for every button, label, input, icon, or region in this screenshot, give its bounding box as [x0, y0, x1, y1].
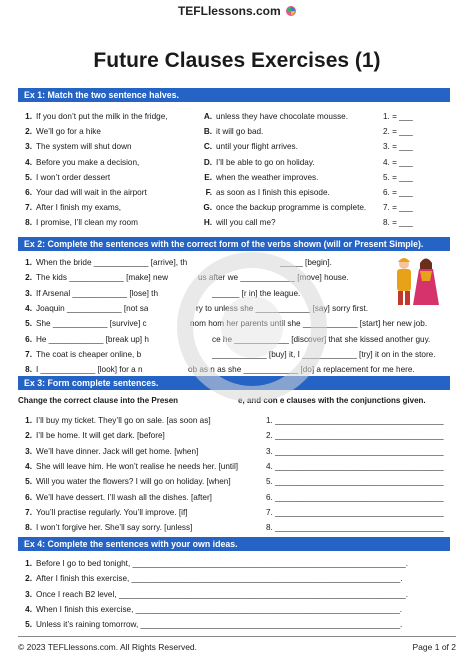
ex1-left-item-text: I won’t order dessert [36, 172, 111, 182]
ex1-header-bar: Ex 1: Match the two sentence halves. [18, 88, 450, 102]
ex1-left-item [20, 188, 147, 198]
ex3-prompt-text: We’ll have dessert. I’ll wash all the dishes. [after] [36, 492, 212, 502]
ex1-right-item [200, 203, 366, 213]
ex2-sentence-text: She ____________ [survive] c [36, 319, 147, 329]
ex4-prompt [20, 574, 403, 584]
ex1-left-item-text: After I finish my exams, [36, 203, 122, 213]
ex1-left-item [20, 203, 121, 213]
footer-divider [18, 636, 456, 637]
ex1-answer-blank-text: 1. = ___ [383, 112, 413, 121]
page-title: Future Clauses Exercises (1) [93, 49, 381, 72]
ex1-left-item-number: 5. [25, 172, 32, 182]
ex1-answer-blank [383, 112, 413, 122]
ex3-instruction: Change the correct clause into the Presen e, and con e clauses with the conjunctions given. [18, 396, 426, 405]
ex3-prompt-text: We’ll have dinner. Jack will get home. [when] [36, 446, 199, 456]
ex1-left-item [20, 127, 101, 137]
ex3-prompt-text: I won’t forgive her. She’ll say sorry. [unless] [36, 523, 193, 533]
ex3-prompt [20, 462, 238, 472]
ex3-answer-line-text: 4. _____________________________________ [266, 461, 444, 471]
ex3-answer-line-text: 3. _____________________________________ [266, 446, 444, 456]
ex1-right-item [200, 142, 298, 152]
ex1-left-item-number: 3. [25, 142, 32, 152]
ex1-left-item-text: Before you make a decision, [36, 157, 140, 167]
ex1-right-item-text: as soon as I finish this episode. [216, 188, 330, 197]
ex2-sentence [20, 273, 168, 283]
globe-icon [286, 6, 296, 16]
watermark-center [221, 296, 283, 358]
ex2-sentence-tail-text: ce he ____________ [discover] that she kissed another guy. [212, 334, 431, 344]
ex1-left-item-number: 6. [25, 188, 32, 197]
ex1-right-item-text: once the backup programme is complete. [216, 203, 367, 213]
ex3-header-bar: Ex 3: Form complete sentences. [18, 376, 450, 390]
ex3-answer-line-text: 5. _____________________________________ [266, 477, 444, 487]
ex2-sentence [20, 304, 148, 314]
ex1-right-item-number: C. [203, 142, 212, 152]
ex1-right-item-number: F. [205, 188, 212, 197]
ex1-left-item [20, 173, 110, 183]
ex2-sentence-text: I ____________ [look] for a n [36, 365, 143, 375]
ex1-left-item [20, 218, 138, 228]
ex3-prompt [20, 508, 188, 518]
ex1-right-item-number: D. [203, 157, 212, 167]
ex3-answer-line [266, 431, 444, 441]
ex2-sentence-tail-text: ______ [r in] the league. [212, 288, 301, 298]
ex1-left-item [20, 158, 139, 168]
ex3-prompt [20, 416, 211, 426]
ex3-prompt-number: 8. [25, 523, 32, 533]
ex1-left-item-text: The system will shut down [36, 142, 132, 152]
ex1-answer-blank [383, 188, 413, 198]
ex4-prompt-number: 5. [25, 620, 32, 630]
ex3-prompt-number: 4. [25, 461, 32, 471]
ex4-prompt-text: Once I reach B2 level, _______________________________________________________________. [36, 589, 408, 599]
ex2-header-bar: Ex 2: Complete the sentences with the correct form of the verbs shown (will or Present Simple). [18, 237, 450, 251]
ex4-prompt-text: After I finish this exercise, ___________________________________________________________. [36, 574, 403, 584]
ex1-right-item-number: G. [203, 203, 212, 213]
ex1-answer-blank-text: 6. = ___ [383, 188, 413, 197]
ex3-answer-line [266, 508, 444, 518]
ex4-header-bar: Ex 4: Complete the sentences with your own ideas. [18, 537, 450, 551]
ex1-right-item-number: A. [203, 112, 212, 121]
ex4-prompt-text: Unless it’s raining tomorrow, _________________________________________________________. [36, 620, 403, 630]
ex1-left-item-number: 2. [25, 127, 32, 137]
ex2-sentence-tail-text: ____________ [buy] it, I ____________ [try] it on in the store. [212, 349, 436, 359]
ex3-prompt [20, 431, 165, 441]
ex1-answer-blank-text: 3. = ___ [383, 142, 413, 152]
ex3-prompt-text: You’ll practise regularly. You’ll improve. [if] [36, 507, 188, 517]
ex3-prompt-number: 3. [25, 446, 32, 456]
ex3-answer-line-text: 6. _____________________________________ [266, 492, 444, 502]
ex3-answer-line-text: 1. _____________________________________ [266, 416, 444, 425]
ex1-right-item [200, 188, 330, 198]
ex3-answer-line [266, 447, 444, 457]
ex2-sentence [20, 365, 143, 375]
ex4-prompt-number: 4. [25, 604, 32, 614]
ex1-left-item-text: We’ll go for a hike [36, 127, 101, 137]
ex2-sentence-tail-text: _____ [begin]. [280, 258, 332, 267]
ex2-sentence-number: 4. [25, 303, 32, 313]
ex3-prompt-number: 6. [25, 492, 32, 502]
ex1-answer-blank-text: 2. = ___ [383, 127, 413, 137]
ex3-prompt-text: I’ll buy my ticket. They’ll go on sale. [as soon as] [36, 416, 211, 425]
ex1-right-item-text: when the weather improves. [216, 172, 319, 182]
ex2-sentence-text: He ____________ [break up] h [36, 334, 149, 344]
ex1-answer-blank-text: 4. = ___ [383, 157, 413, 167]
ex2-sentence [20, 335, 149, 345]
ex1-right-item-number: B. [203, 127, 212, 137]
ex1-right-item [200, 127, 263, 137]
ex1-right-item-text: will you call me? [216, 218, 276, 228]
ex1-right-item-number: E. [204, 172, 212, 182]
footer-page-number: Page 1 of 2 [412, 642, 456, 652]
ex2-sentence-number: 6. [25, 334, 32, 344]
ex2-sentence-tail-text: us after we ____________ [move] house. [198, 273, 349, 283]
ex2-sentence-number: 7. [25, 349, 32, 359]
ex4-prompt-text: Before I go to bed tonight, ____________________________________________________________. [36, 559, 408, 568]
ex4-prompt-number: 2. [25, 574, 32, 584]
ex4-prompt [20, 559, 408, 569]
ex1-answer-blank [383, 158, 413, 168]
footer-copyright: © 2023 TEFLlessons.com. All Rights Reserved. [18, 642, 198, 652]
ex4-prompt-number: 3. [25, 589, 32, 599]
ex1-answer-blank [383, 142, 413, 152]
ex1-left-item-number: 8. [25, 218, 32, 228]
ex3-answer-line [266, 523, 444, 533]
ex1-left-item [20, 142, 132, 152]
ex3-prompt-number: 5. [25, 477, 32, 487]
ex4-prompt-number: 1. [25, 559, 32, 568]
ex3-prompt-number: 2. [25, 431, 32, 441]
ex1-right-item-text: until your flight arrives. [216, 142, 298, 152]
ex2-sentence-text: If Arsenal ____________ [lose] th [36, 288, 158, 298]
ex1-left-item [20, 112, 168, 122]
ex1-answer-blank [383, 218, 413, 228]
ex2-sentence [20, 289, 158, 299]
ex3-answer-line-text: 8. _____________________________________ [266, 523, 444, 533]
ex1-left-item-number: 1. [25, 112, 32, 121]
ex3-prompt-number: 7. [25, 507, 32, 517]
ex1-left-item-text: Your dad will wait in the airport [36, 188, 147, 197]
ex1-right-item-text: it will go bad. [216, 127, 264, 137]
ex2-sentence-tail-text: nom hom her parents until she ____________ [start] her new job. [190, 319, 428, 329]
ex3-answer-line [266, 416, 444, 426]
ex3-answer-line-text: 2. _____________________________________ [266, 431, 444, 441]
ex3-prompt-number: 1. [25, 416, 32, 425]
ex2-sentence [20, 350, 141, 360]
ex3-prompt-text: Will you water the flowers? I will go on holiday. [when] [36, 477, 231, 487]
ex4-prompt-text: When I finish this exercise, __________________________________________________________. [36, 604, 403, 614]
ex3-prompt [20, 447, 198, 457]
ex3-prompt-text: I’ll be home. It will get dark. [before] [36, 431, 165, 441]
ex2-sentence-number: 5. [25, 319, 32, 329]
ex1-right-item [200, 112, 348, 122]
ex1-right-item-text: I’ll be able to go on holiday. [216, 157, 315, 167]
ex1-answer-blank [383, 127, 413, 137]
ex3-answer-line [266, 493, 444, 503]
ex1-right-item [200, 158, 315, 168]
ex1-left-item-text: I promise, I’ll clean my room [36, 218, 138, 228]
ex3-prompt [20, 477, 231, 487]
ex1-left-item-number: 7. [25, 203, 32, 213]
ex2-sentence-text: When the bride ____________ [arrive], th [36, 258, 188, 267]
ex3-prompt [20, 493, 212, 503]
ex2-sentence-number: 2. [25, 273, 32, 283]
ex3-prompt [20, 523, 192, 533]
ex2-sentence [20, 258, 187, 268]
ex1-right-item-number: H. [203, 218, 212, 228]
ex1-answer-blank [383, 203, 413, 213]
ex1-left-item-text: If you don’t put the milk in the fridge, [36, 112, 168, 121]
ex4-prompt [20, 590, 408, 600]
ex1-right-item [200, 218, 276, 228]
ex3-answer-line [266, 462, 444, 472]
ex2-sentence-number: 1. [25, 258, 32, 267]
site-logo[interactable] [0, 4, 474, 18]
ex3-prompt-text: She will leave him. He won’t realise he needs her. [until] [36, 461, 239, 471]
ex1-right-item [200, 173, 318, 183]
ex2-sentence-number: 8. [25, 365, 32, 375]
ex4-prompt [20, 620, 402, 630]
ex2-sentence-tail-text: ob as n as she ____________ [do] a replacement for me here. [188, 365, 415, 375]
ex2-sentence-tail-text: ry to unless she ____________ [say] sorry first. [196, 303, 369, 313]
logo-text: TEFLlessons.com [177, 4, 281, 18]
ex1-answer-blank-text: 5. = ___ [383, 172, 413, 182]
ex1-left-item-number: 4. [25, 157, 32, 167]
ex1-answer-blank-text: 7. = ___ [383, 203, 413, 213]
ex1-right-item-text: unless they have chocolate mousse. [216, 112, 348, 121]
ex1-answer-blank-text: 8. = ___ [383, 218, 413, 228]
ex2-sentence-text: Joaquin ____________ [not sa [36, 303, 149, 313]
ex2-sentence-text: The coat is cheaper online, b [36, 349, 142, 359]
ex1-answer-blank [383, 173, 413, 183]
ex3-answer-line [266, 477, 444, 487]
ex2-sentence [20, 319, 147, 329]
ex3-answer-line-text: 7. _____________________________________ [266, 507, 444, 517]
ex2-sentence-number: 3. [25, 288, 32, 298]
wedding-couple-illustration [384, 256, 446, 306]
ex4-prompt [20, 605, 402, 615]
ex2-sentence-text: The kids ____________ [make] new [36, 273, 168, 283]
